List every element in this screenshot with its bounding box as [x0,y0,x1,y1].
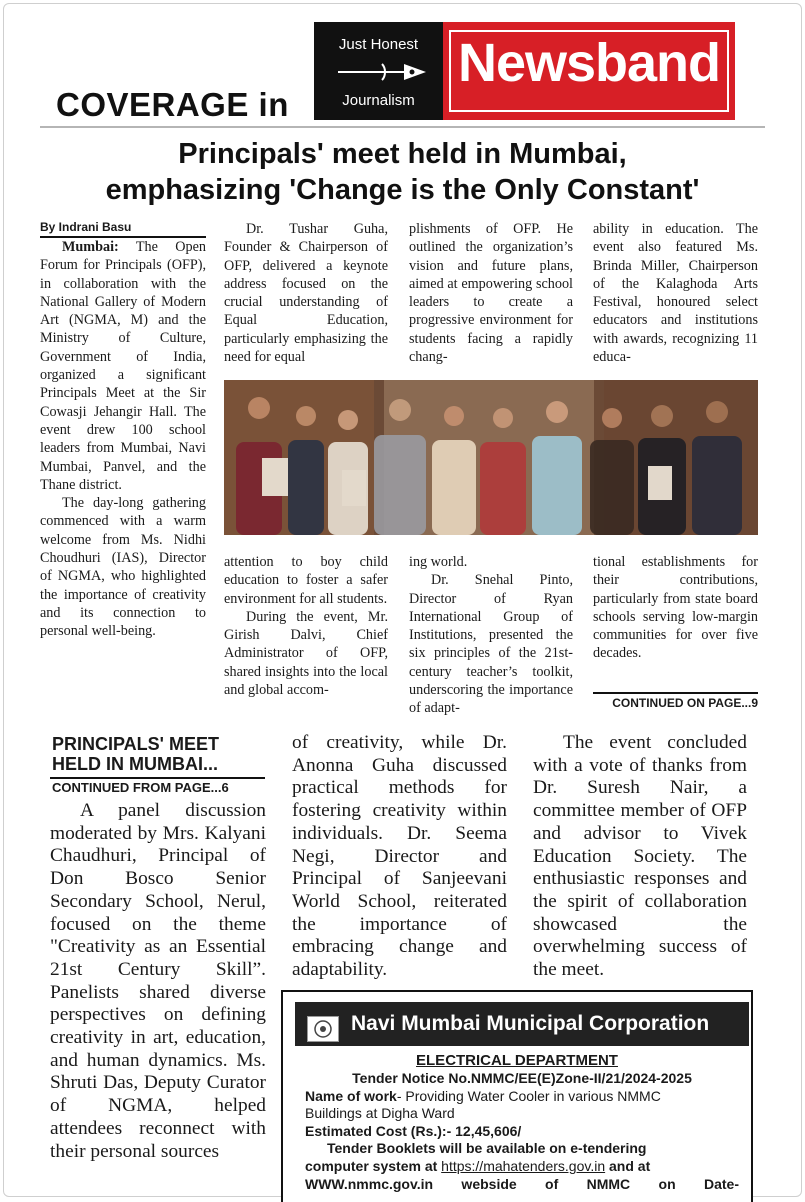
ad-work-line [305,1088,739,1106]
column-3-bottom-paragraph-1: ing world. [409,554,468,570]
group-photo-illustration [224,380,758,535]
ad-work-label: Name of work [305,1087,397,1104]
continuation-column-1-text: A panel discussion moderated by Mrs. Kalyani Chaudhuri, Principal of Don Bosco Senior Secondary School, Nerul, focused on the theme "Creativity as an Essential 21st Century Skill”. Panelists shared diverse perspectives on defining creativity in art, education, and human dynamics. Ms. Shruti Das, Deputy Curator of NGMA, helped attendees reconnect with their personal sources [50,800,266,1162]
continuation-column-1 [50,800,266,1163]
column-1-paragraph-1 [40,238,206,494]
ad-organization: Navi Mumbai Municipal Corporation [351,1012,710,1035]
dateline: Mumbai: [62,239,119,255]
column-1-paragraph-1-text: The Open Forum for Principals (OFP), in collaboration with the National Gallery of Modern Art (NGMA, M) and the Ministry of Culture, Government of India, organized a significant Principals Meet at the Sir Cowasji Jehangir Hall. The event drew 100 school leaders from Mumbai, Navi Mumbai, Panvel, and the Thane district. [40,239,206,493]
article-column-2-top [224,220,388,366]
continuation-rule [50,777,265,779]
column-3-bottom-paragraph-2: Dr. Snehal Pinto, Director of Ryan International Group of Institutions, presented the six principles of the 21st-century teacher’s toolkit, underscoring the importance of adapt- [409,572,573,717]
column-2-bottom-paragraph-1: attention to boy child education to foster a safer environment for all students. [224,554,388,607]
logo-tagline-bottom: Journalism [342,92,415,109]
continued-from-note: CONTINUED FROM PAGE...6 [52,780,229,795]
header-divider [40,126,765,128]
article-column-4-bottom [593,553,758,663]
coverage-label: COVERAGE in [56,86,289,123]
continued-on-note: CONTINUED ON PAGE...9 [612,696,758,710]
article-column-3-bottom [409,553,573,718]
article-column-4-top [593,220,758,366]
headline-line-2: emphasizing 'Change is the Only Constant' [105,174,700,206]
mahatenders-link[interactable]: https://mahatenders.gov.in [441,1157,606,1174]
continuation-column-2-text: of creativity, while Dr. Anonna Guha discussed practical methods for fostering creativity within individuals. Dr. Seema Negi, Director and Principal of Sanjeevani World School, reiterated the importance of embracing change and adaptability. [292,732,507,981]
ad-work-value: - Providing Water Cooler in various NMMC [396,1087,661,1104]
nmmc-emblem-icon [307,1016,339,1042]
byline: By Indrani Basu [40,220,132,234]
ad-booklet-text-a: computer system at [305,1157,442,1174]
ad-cost-line [305,1123,739,1141]
column-3-top-text: plishments of OFP. He outlined the organization’s vision and future plans, aimed at empowering school leaders to create a progressive environment for students facing a rapidly chang- [409,221,573,366]
ad-title-bar [295,1002,749,1046]
ad-department: ELECTRICAL DEPARTMENT [416,1052,618,1069]
ad-cost-value: 12,45,606/ [451,1122,522,1139]
newsband-logo-tagline-block [314,22,443,120]
event-group-photo [224,380,758,535]
continuation-column-3-text: The event concluded with a vote of thanks from Dr. Suresh Nair, a committee member of OFP and advisor to Vivek Education Society. The enthusiastic responses and the spirit of collaboration showcased the overwhelming success of the meet. [533,732,747,981]
continuation-column-3 [533,732,747,982]
tender-notice-ad [281,990,753,1202]
continuation-heading-line-2: HELD IN MUMBAI... [52,754,218,774]
column-2-bottom-paragraph-2: During the event, Mr. Girish Dalvi, Chief Administrator of OFP, shared insights into the local and global accom- [224,608,388,699]
continuation-column-2 [292,732,507,982]
column-2-top-text: Dr. Tushar Guha, Founder & Chairperson of OFP, delivered a keynote address focused on the crucial understanding of Equal Education, particularly emphasizing the need for equal [224,221,388,366]
ad-body [305,1070,739,1193]
logo-wordmark: Newsband [457,33,721,93]
newsband-logo-wordmark-block [443,22,735,120]
article-column-2-bottom [224,553,388,699]
column-4-top-text: ability in education. The event also featured Ms. Brinda Miller, Chairperson of the Kalaghoda Arts Festival, honoured select educators and institutions with awards, recognizing 11 educa- [593,221,758,366]
ad-booklet-line-2 [305,1158,739,1176]
continuation-heading-line-1: PRINCIPALS' MEET [52,734,219,754]
column-4-bottom-text: tional establishments for their contributions, particularly from state board schools serving low-margin communities for over five decades. [593,554,758,662]
article-column-1 [40,238,206,641]
continued-rule [593,692,758,694]
headline-line-1: Principals' meet held in Mumbai, [178,138,627,170]
ad-work-value-2: Buildings at Digha Ward [305,1105,455,1122]
continuation-heading [52,734,219,774]
article-column-3-top [409,220,573,366]
column-1-paragraph-2: The day-long gathering commenced with a warm welcome from Ms. Nidhi Choudhuri (IAS), Director of NGMA, who highlighted the importance of creativity and its connection to personal well-being. [40,495,206,640]
ad-booklet-line-3: WWW.nmmc.gov.in webside of NMMC on Date- [305,1175,739,1192]
ad-booklet-line-1: Tender Booklets will be available on e-tendering [327,1140,647,1157]
ad-booklet-text-b: and at [605,1157,651,1174]
ad-tender-notice: Tender Notice No.NMMC/EE(E)Zone-II/21/2024-2025 [352,1070,692,1086]
pen-nib-icon [334,58,430,86]
article-headline [40,136,765,208]
logo-tagline-top: Just Honest [338,36,419,53]
ad-cost-label: Estimated Cost (Rs.):- [305,1122,452,1139]
